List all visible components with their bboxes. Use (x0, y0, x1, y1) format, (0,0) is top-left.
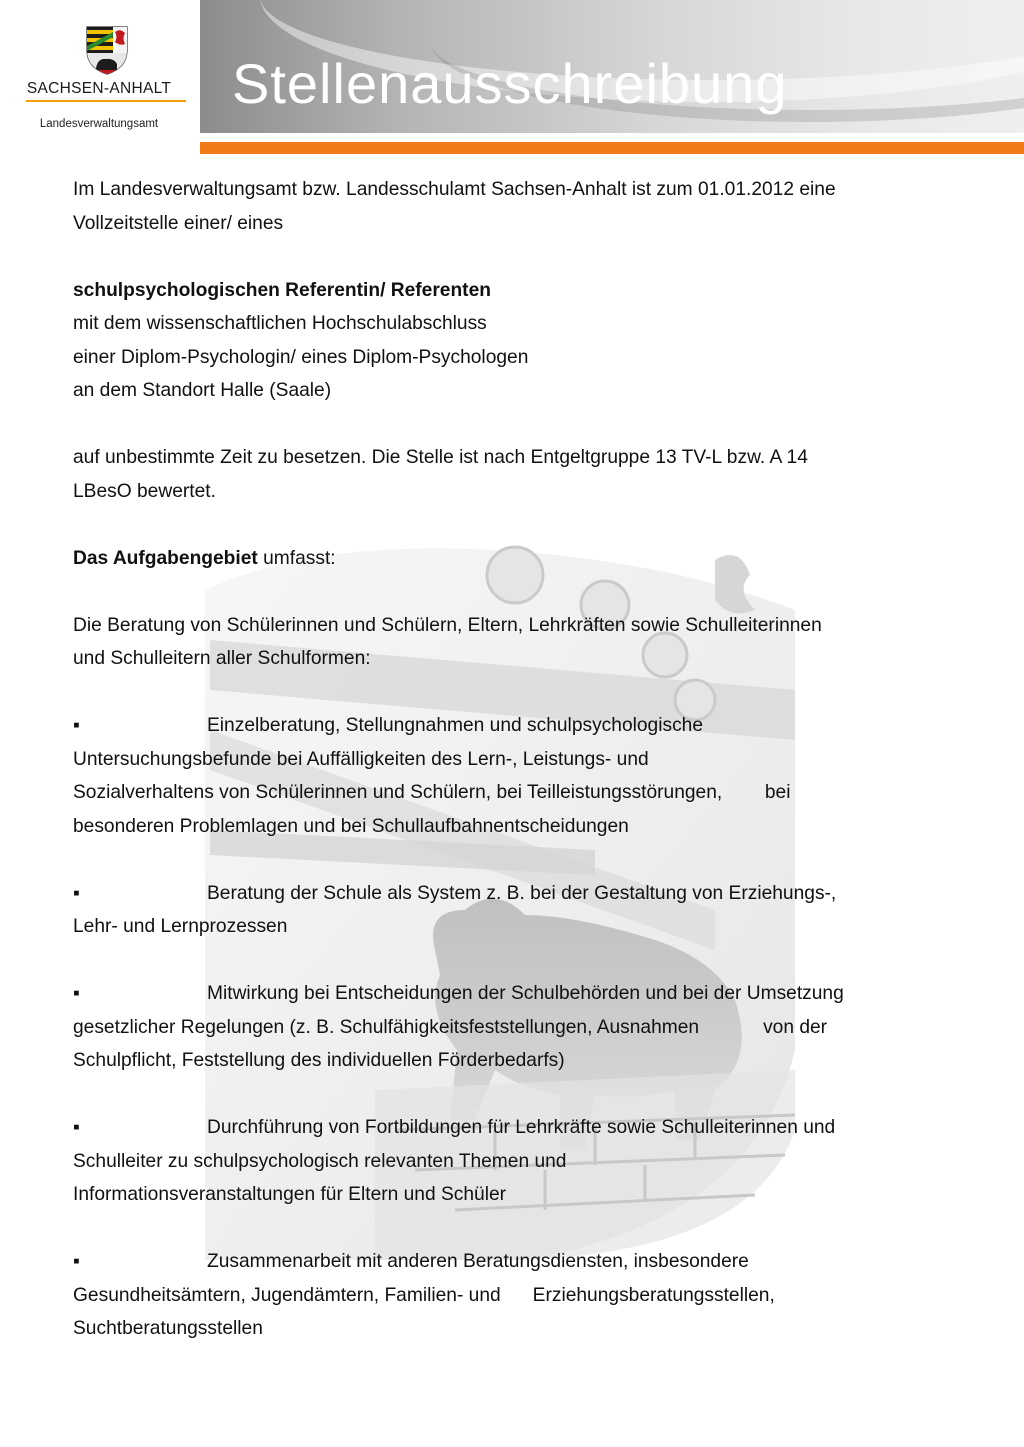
task-item-text: Beratung der Schule als System z. B. bei der Gestaltung von Erziehungs-, (207, 882, 837, 904)
task-item-line: Lehr- und Lernprozessen (73, 916, 288, 937)
task-item-first-line (73, 977, 973, 1011)
task-item-first-line (73, 1245, 973, 1279)
intro-line: Im Landesverwaltungsamt bzw. Landesschulamt Sachsen-Anhalt ist zum 01.01.2012 eine (73, 179, 836, 200)
tasks-heading-bold: Das Aufgabengebiet (73, 547, 258, 569)
logo-area (0, 0, 198, 140)
task-item-line: Suchtberatungsstellen (73, 1318, 263, 1339)
bullet-icon: ▪ (73, 882, 80, 904)
qualification-line: mit dem wissenschaftlichen Hochschulabschluss (73, 313, 487, 334)
bullet-icon: ▪ (73, 715, 80, 736)
task-list-item (73, 977, 973, 1078)
task-item-text: Durchführung von Fortbildungen für Lehrkräfte sowie Schulleiterinnen und (207, 1117, 836, 1138)
task-list-item (73, 1245, 973, 1346)
page-title: Stellenausschreibung (232, 52, 788, 115)
task-item-first-line (73, 877, 973, 911)
position-title: schulpsychologischen Referentin/ Referenten (73, 279, 491, 301)
accent-bar (200, 142, 1024, 154)
bullet-icon: ▪ (73, 1117, 80, 1138)
brand-name: SACHSEN-ANHALT (26, 80, 172, 97)
counsel-line: Die Beratung von Schülerinnen und Schülern, Eltern, Lehrkräften sowie Schulleiterinnen (73, 614, 822, 636)
coat-of-arms-icon (84, 24, 130, 76)
counsel-line: und Schulleitern aller Schulformen: (73, 648, 371, 669)
task-item-line: Untersuchungsbefunde bei Auffälligkeiten des Lern-, Leistungs- und (73, 748, 649, 770)
task-item-text: Zusammenarbeit mit anderen Beratungsdiensten, insbesondere (207, 1251, 749, 1272)
task-item-line: besonderen Problemlagen und bei Schullaufbahnentscheidungen (73, 815, 629, 837)
bullet-icon: ▪ (73, 983, 80, 1004)
task-item-line: Gesundheitsämtern, Jugendämtern, Familien- und Erziehungsberatungsstellen, (73, 1284, 775, 1306)
intro-line: Vollzeitstelle einer/ eines (73, 212, 284, 234)
task-item-first-line (73, 1111, 973, 1145)
task-item-line: Sozialverhaltens von Schülerinnen und Schülern, bei Teilleistungsstörungen, bei (73, 782, 791, 803)
tasks-heading-rest: umfasst: (257, 547, 336, 569)
qualification-line: einer Diplom-Psychologin/ eines Diplom-Psychologen (73, 346, 529, 368)
task-item-text: Einzelberatung, Stellungnahmen und schulpsychologische (207, 715, 704, 736)
task-list (73, 709, 973, 1346)
location-line: an dem Standort Halle (Saale) (73, 380, 332, 401)
task-item-text: Mitwirkung bei Entscheidungen der Schulbehörden und bei der Umsetzung (207, 983, 844, 1004)
task-list-item (73, 877, 973, 944)
task-list-item (73, 1111, 973, 1212)
task-list-item (73, 709, 973, 843)
tasks-heading (73, 542, 973, 576)
document-body (73, 173, 973, 1346)
task-item-line: Schulpflicht, Feststellung des individuellen Förderbedarfs) (73, 1050, 565, 1071)
task-item-line: gesetzlicher Regelungen (z. B. Schulfähigkeitsfeststellungen, Ausnahmen von der (73, 1016, 828, 1038)
task-item-first-line (73, 709, 973, 743)
brand-subtitle: Landesverwaltungsamt (39, 118, 159, 130)
terms-line: auf unbestimmte Zeit zu besetzen. Die Stelle ist nach Entgeltgruppe 13 TV-L bzw. A 14 (73, 447, 808, 468)
brand-divider (26, 100, 186, 102)
task-item-line: Schulleiter zu schulpsychologisch relevanten Themen und (73, 1150, 567, 1172)
terms-line: LBesO bewertet. (73, 480, 216, 502)
task-item-line: Informationsveranstaltungen für Eltern und Schüler (73, 1184, 507, 1205)
bullet-icon: ▪ (73, 1251, 80, 1272)
